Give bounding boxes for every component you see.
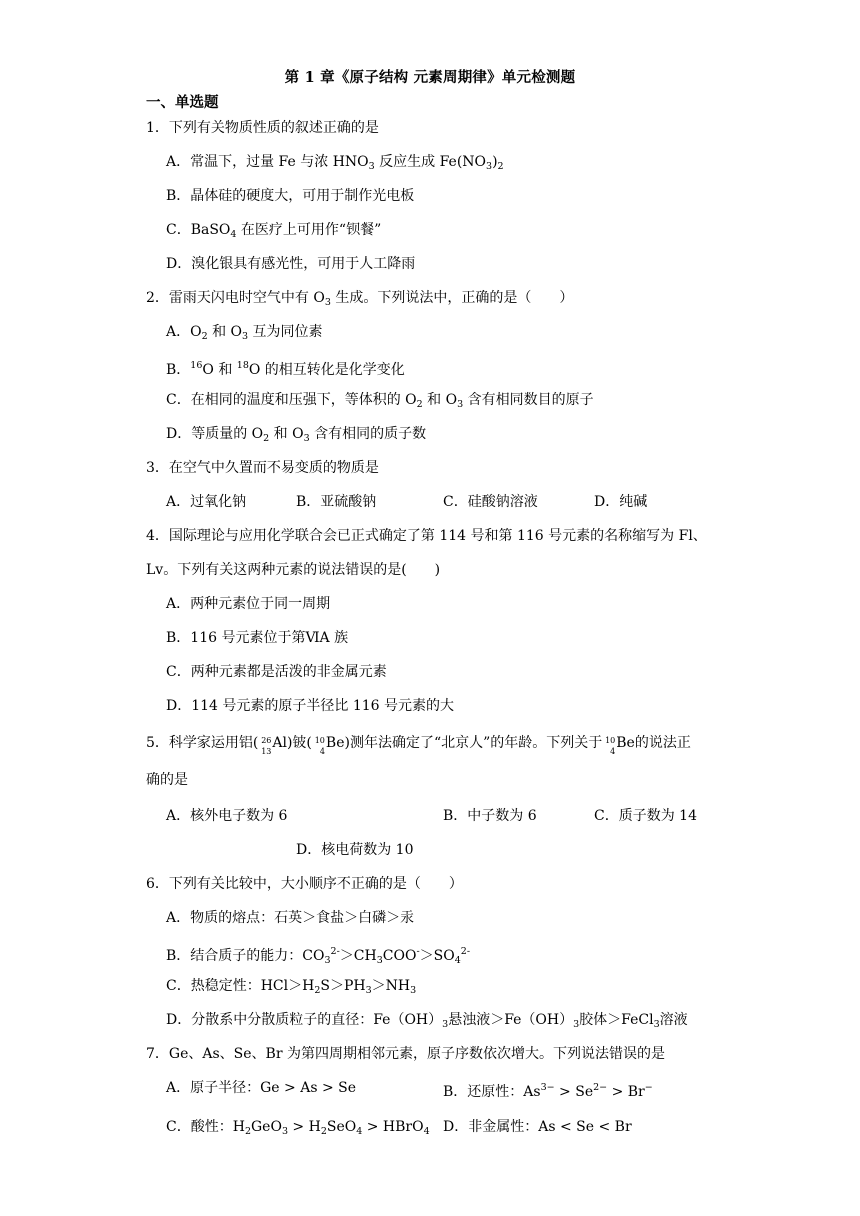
question-2-option-c: C．在相同的温度和压强下，等体积的 $O_2$ 和 $O_3$ 含有相同数目的原子 [166, 392, 594, 410]
question-1-option-d: D．溴化银具有感光性，可用于人工降雨 [166, 256, 416, 272]
question-4-stem-line-1: 4．国际理论与应用化学联合会已正式确定了第 114 号和第 116 号元素的名称缩写为 Fl、 [146, 528, 707, 544]
question-4-stem-line-2: Lv。下列有关这两种元素的说法错误的是( ) [146, 562, 441, 578]
question-5-option-a: A．核外电子数为 6 [166, 808, 288, 824]
question-7-option-b: B．还原性：$As^{3-} > Se^{2-} > Br^-$ [443, 1082, 653, 1100]
question-6-stem: 6．下列有关比较中，大小顺序不正确的是（ ） [146, 876, 463, 892]
question-1-option-a: A．常温下，过量 Fe 与浓 $HNO_3$ 反应生成 $Fe(NO_3)_2$ [166, 154, 504, 172]
question-2-option-a: A．$O_2$ 和 $O_3$ 互为同位素 [166, 324, 323, 342]
question-6-option-d: D．分散系中分散质粒子的直径：$Fe(OH)_3$悬浊液$>Fe(OH)_3$胶体＞FeCl$_3$溶液 [166, 1012, 688, 1030]
isotope-notation-al: 26 13 [261, 736, 272, 756]
question-5-stem-line-2: 确的是 [146, 772, 188, 788]
question-2-option-b: B．$^{16}$O 和 $^{18}$O 的相互转化是化学变化 [166, 360, 405, 378]
question-7-option-d: D．非金属性：As < Se < Br [443, 1119, 632, 1135]
question-1-option-b: B．晶体硅的硬度大，可用于制作光电板 [166, 188, 415, 204]
question-4-option-c: C．两种元素都是活泼的非金属元素 [166, 664, 387, 680]
question-3-option-a: A．过氧化钠 [166, 494, 247, 510]
isotope-notation-be: 10 4 [314, 736, 325, 756]
question-7-stem: 7．Ge、As、Se、Br 为第四周期相邻元素，原子序数依次增大。下列说法错误的是 [146, 1046, 665, 1062]
question-5-stem-line-1: 5．科学家运用铝( 26 13 Al)铍( 10 4 Be)测年法确定了“北京人”的年龄。下列关于 10 4 Be的说法正 [146, 735, 691, 756]
question-6-option-c: C．热稳定性：$HCl>H_2S>PH_3>NH_3$ [166, 978, 417, 996]
question-5-option-b: B．中子数为 6 [443, 808, 537, 824]
question-6-option-a: A．物质的熔点：石英＞食盐＞白磷＞汞 [166, 910, 415, 926]
question-4-option-a: A．两种元素位于同一周期 [166, 596, 331, 612]
question-1-option-c: C．BaSO$_4$ 在医疗上可用作“钡餐” [166, 222, 382, 240]
question-3-stem: 3．在空气中久置而不易变质的物质是 [146, 460, 379, 476]
section-heading: 一、单选题 [146, 94, 219, 111]
question-2-stem: 2．雷雨天闪电时空气中有 $O_3$ 生成。下列说法中，正确的是（ ） [146, 290, 574, 308]
question-6-option-b: B．结合质子的能力：$CO_3^{2-}>CH_3COO^->SO_4^{2-}$ [166, 946, 471, 966]
question-7-option-c: C．酸性：$H_2GeO_3 > H_2SeO_4$ > HBrO$_4$ [166, 1119, 430, 1137]
question-7-option-a: A．原子半径：Ge > As > Se [166, 1080, 357, 1096]
question-1-stem: 1．下列有关物质性质的叙述正确的是 [146, 120, 379, 136]
question-3-option-b: B．亚硫酸钠 [296, 494, 377, 510]
question-5-option-d: D．核电荷数为 10 [296, 842, 414, 858]
question-3-option-d: D．纯碱 [594, 494, 648, 510]
question-4-option-b: B．116 号元素位于第ⅥA 族 [166, 630, 349, 646]
isotope-notation-be-2: 10 4 [605, 736, 616, 756]
page-title: 第 1 章《原子结构 元素周期律》单元检测题 [284, 69, 576, 86]
question-3-option-c: C．硅酸钠溶液 [443, 494, 538, 510]
question-2-option-d: D．等质量的 $O_2$ 和 $O_3$ 含有相同的质子数 [166, 426, 427, 444]
question-5-option-c: C．质子数为 14 [594, 808, 697, 824]
question-4-option-d: D．114 号元素的原子半径比 116 号元素的大 [166, 698, 455, 714]
